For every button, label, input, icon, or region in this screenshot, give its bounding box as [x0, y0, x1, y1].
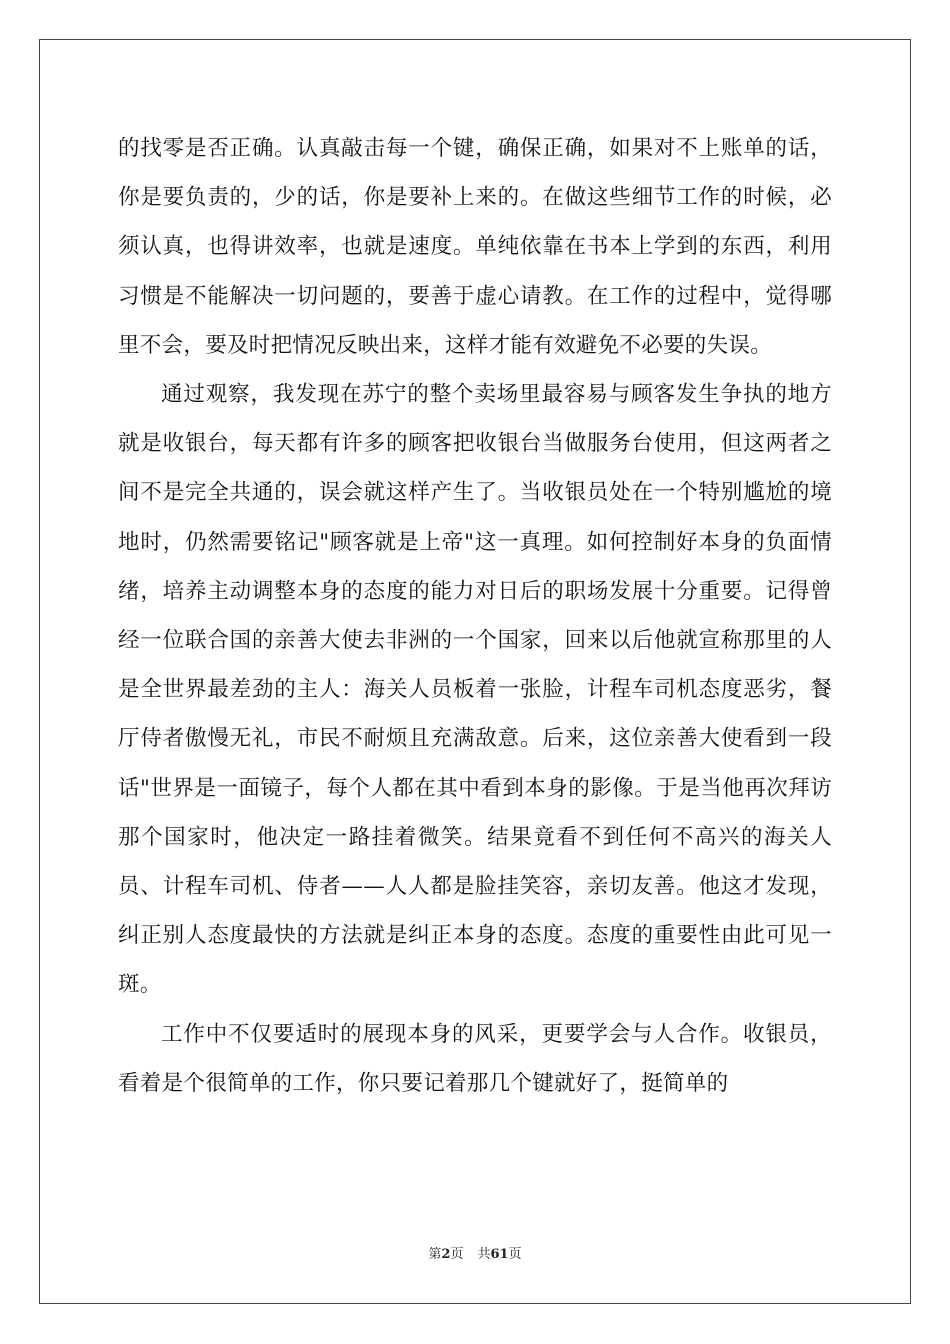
footer-page-unit: 页 [450, 1247, 464, 1262]
page-footer [0, 1246, 950, 1264]
footer-total-prefix: 共 [477, 1247, 491, 1262]
paragraph-1: 的找零是否正确。认真敲击每一个键，确保正确，如果对不上账单的话，你是要负责的，少的话，你是要补上来的。在做这些细节工作的时候，必须认真，也得讲效率，也就是速度。单纯依靠在书本上学到的东西，利用习惯是不能解决一切问题的，要善于虚心请教。在工作的过程中，觉得哪里不会，要及时把情况反映出来，这样才能有效避免不必要的失误。 [118, 136, 832, 358]
total-pages-number: 61 [490, 1247, 509, 1262]
current-page-number: 2 [441, 1247, 451, 1262]
footer-total-unit: 页 [508, 1247, 522, 1262]
paragraph-2: 通过观察，我发现在苏宁的整个卖场里最容易与顾客发生争执的地方就是收银台，每天都有许多的顾客把收银台当做服务台使用，但这两者之间不是完全共通的，误会就这样产生了。当收银员处在一个特别尴尬的境地时，仍然需要铭记"顾客就是上帝"这一真理。如何控制好本身的负面情绪，培养主动调整本身的态度的能力对日后的职场发展十分重要。记得曾经一位联合国的亲善大使去非洲的一个国家，回来以后他就宣称那里的人是全世界最差劲的主人：海关人员板着一张脸，计程车司机态度恶劣，餐厅侍者傲慢无礼，市民不耐烦且充满敌意。后来，这位亲善大使看到一段话"世界是一面镜子，每个人都在其中看到本身的影像。于是当他再次拜访那个国家时，他决定一路挂着微笑。结果竟看不到任何不高兴的海关人员、计程车司机、侍者——人人都是脸挂笑容，亲切友善。他这才发现，纠正别人态度最快的方法就是纠正本身的态度。态度的重要性由此可见一斑。 [118, 382, 832, 998]
footer-prefix: 第 [428, 1247, 442, 1262]
document-body [118, 124, 832, 1108]
paragraph-3: 工作中不仅要适时的展现本身的风采，更要学会与人合作。收银员，看着是个很简单的工作，你只要记着那几个键就好了，挺简单的 [118, 1021, 832, 1096]
